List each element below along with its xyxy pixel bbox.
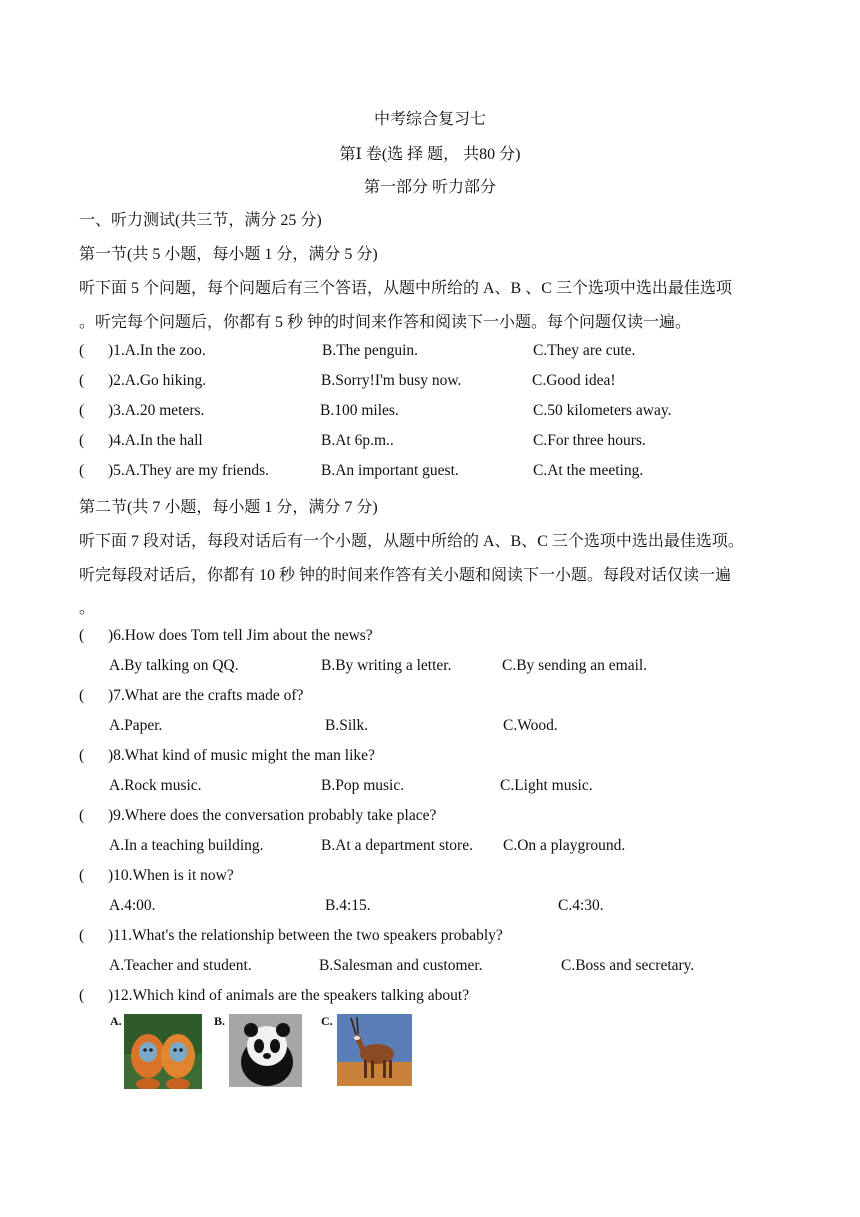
option-a: )3.A.20 meters. bbox=[108, 402, 205, 419]
question-row bbox=[79, 867, 791, 889]
section-heading: 一、听力测试(共三节，满分 25 分) bbox=[79, 212, 322, 229]
question-text: )7.What are the crafts made of? bbox=[108, 687, 304, 704]
question-text: )11.What's the relationship between the two speakers probably? bbox=[108, 927, 503, 944]
option-a: A.In a teaching building. bbox=[109, 837, 264, 854]
option-b: B.At 6p.m.. bbox=[321, 432, 394, 449]
question-text: )8.What kind of music might the man like? bbox=[108, 747, 375, 764]
sub2-instruction-3: 。 bbox=[79, 600, 96, 617]
antelope-photo[interactable] bbox=[337, 1014, 412, 1086]
option-c: C.Wood. bbox=[503, 717, 558, 734]
option-a: A.4:00. bbox=[109, 897, 156, 914]
option-c: C.By sending an email. bbox=[502, 657, 648, 674]
question-text: )9.Where does the conversation probably take place? bbox=[108, 807, 437, 824]
volume-heading: 第Ⅰ 卷(选 择 题， 共80 分) bbox=[339, 146, 521, 163]
question-text: )12.Which kind of animals are the speakers talking about? bbox=[108, 987, 470, 1004]
question-row bbox=[79, 432, 791, 454]
answer-blank[interactable]: ( bbox=[79, 927, 85, 944]
option-c: C.They are cute. bbox=[533, 342, 636, 359]
option-a: )2.A.Go hiking. bbox=[108, 372, 207, 389]
question-row bbox=[79, 462, 791, 484]
answer-blank[interactable]: ( bbox=[79, 372, 85, 389]
option-b: B.Sorry!I'm busy now. bbox=[321, 372, 462, 389]
option-a: )4.A.In the hall bbox=[108, 432, 203, 449]
option-c: C.At the meeting. bbox=[533, 462, 644, 479]
answer-blank[interactable]: ( bbox=[79, 432, 85, 449]
option-c: C.50 kilometers away. bbox=[533, 402, 672, 419]
option-b: B.Silk. bbox=[325, 717, 369, 734]
option-a: A.Paper. bbox=[109, 717, 163, 734]
question-text: )6.How does Tom tell Jim about the news? bbox=[108, 627, 373, 644]
option-c: C.Good idea! bbox=[532, 372, 616, 389]
picture-label-c: C. bbox=[321, 1014, 333, 1028]
option-b: B.Salesman and customer. bbox=[319, 957, 483, 974]
question-row bbox=[79, 807, 791, 829]
option-c: C.Boss and secretary. bbox=[561, 957, 695, 974]
part-heading: 第一部分 听力部分 bbox=[363, 179, 496, 196]
picture-label-b: B. bbox=[214, 1014, 226, 1028]
question-row bbox=[79, 687, 791, 709]
option-a: )5.A.They are my friends. bbox=[108, 462, 269, 479]
option-c: C.On a playground. bbox=[503, 837, 626, 854]
option-c: C.For three hours. bbox=[533, 432, 646, 449]
answer-blank[interactable]: ( bbox=[79, 867, 85, 884]
question-row bbox=[79, 342, 791, 364]
question-row bbox=[79, 927, 791, 949]
sub1-heading: 第一节(共 5 小题，每小题 1 分，满分 5 分) bbox=[79, 246, 378, 263]
option-c: C.Light music. bbox=[500, 777, 593, 794]
page-title: 中考综合复习七 bbox=[373, 111, 486, 128]
answer-blank[interactable]: ( bbox=[79, 402, 85, 419]
option-b: B.Pop music. bbox=[321, 777, 405, 794]
option-b: B.At a department store. bbox=[321, 837, 473, 854]
option-b: B.By writing a letter. bbox=[321, 657, 452, 674]
option-b: B.An important guest. bbox=[321, 462, 459, 479]
sub1-instruction-1: 听下面 5 个问题，每个问题后有三个答语，从题中所给的 A、B 、C 三个选项中选出最佳选项 bbox=[79, 280, 732, 297]
option-b: B.4:15. bbox=[325, 897, 371, 914]
option-b: B.The penguin. bbox=[322, 342, 418, 359]
question-row bbox=[79, 372, 791, 394]
answer-blank[interactable]: ( bbox=[79, 627, 85, 644]
question-row bbox=[79, 402, 791, 424]
sub2-instruction-1: 听下面 7 段对话，每段对话后有一个小题，从题中所给的 A、B、C 三个选项中选出最佳选项。 bbox=[79, 533, 744, 550]
panda-photo[interactable] bbox=[229, 1014, 302, 1087]
question-row bbox=[79, 627, 791, 649]
answer-blank[interactable]: ( bbox=[79, 987, 85, 1004]
option-a: A.By talking on QQ. bbox=[109, 657, 239, 674]
question-text: )10.When is it now? bbox=[108, 867, 234, 884]
answer-blank[interactable]: ( bbox=[79, 747, 85, 764]
option-a: A.Rock music. bbox=[109, 777, 202, 794]
picture-label-a: A. bbox=[110, 1014, 122, 1028]
option-b: B.100 miles. bbox=[320, 402, 399, 419]
question-row bbox=[79, 987, 791, 1009]
question-row bbox=[79, 747, 791, 769]
sub2-instruction-2: 听完每段对话后，你都有 10 秒 钟的时间来作答有关小题和阅读下一小题。每段对话仅读一遍 bbox=[79, 567, 732, 584]
answer-blank[interactable]: ( bbox=[79, 462, 85, 479]
option-a: )1.A.In the zoo. bbox=[108, 342, 206, 359]
monkeys-photo[interactable] bbox=[124, 1014, 202, 1089]
sub1-instruction-2: 。听完每个问题后，你都有 5 秒 钟的时间来作答和阅读下一小题。每个问题仅读一遍。 bbox=[79, 314, 692, 331]
answer-blank[interactable]: ( bbox=[79, 687, 85, 704]
sub2-heading: 第二节(共 7 小题，每小题 1 分，满分 7 分) bbox=[79, 499, 378, 516]
option-c: C.4:30. bbox=[558, 897, 604, 914]
answer-blank[interactable]: ( bbox=[79, 807, 85, 824]
option-a: A.Teacher and student. bbox=[109, 957, 252, 974]
answer-blank[interactable]: ( bbox=[79, 342, 85, 359]
